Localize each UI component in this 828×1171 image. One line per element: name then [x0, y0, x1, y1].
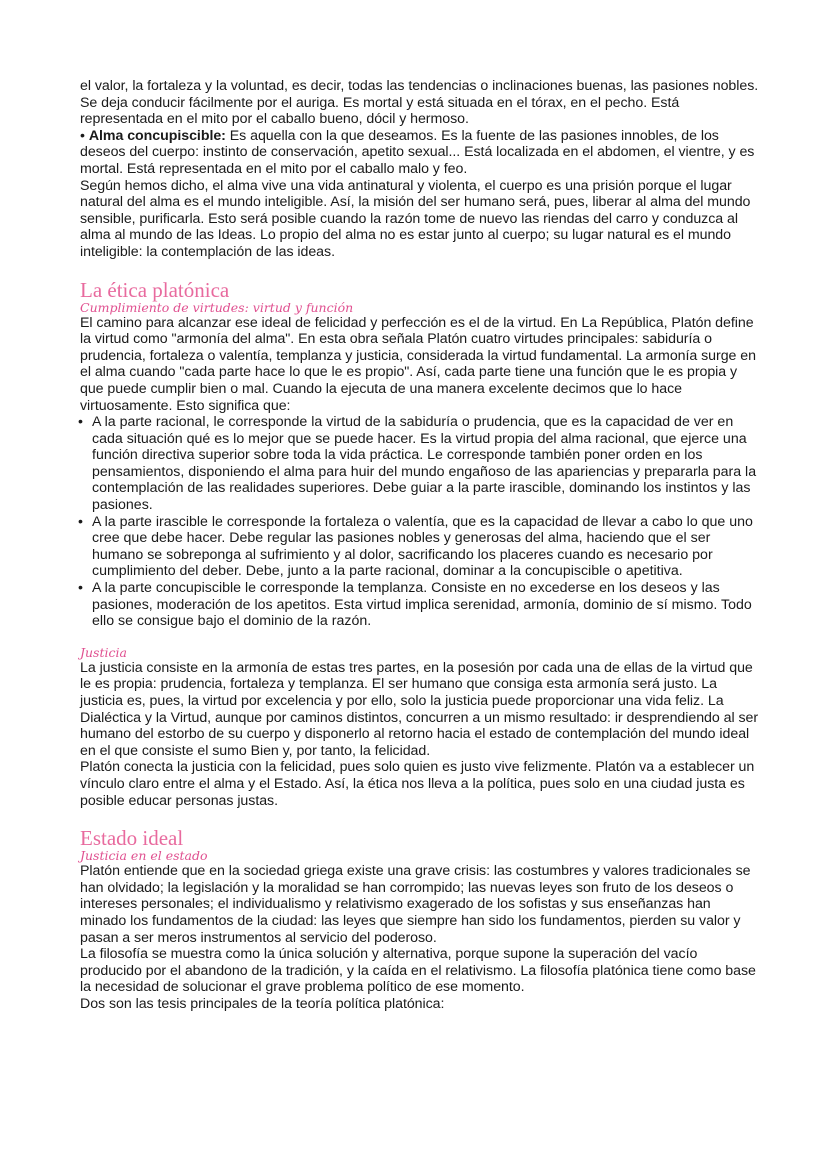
estado-paragraph-filosofia: La filosofía se muestra como la única solución y alternativa, porque supone la superación del vacío producido por el abandono de la tradición, y la caída en el relativismo. La filosofía platónica tiene como base la necesidad de solucionar el grave problema político de ese momento.: [80, 946, 756, 996]
justicia-paragraph-2: Platón conecta la justicia con la felicidad, pues solo quien es justo vive felizmente. Platón va a establecer un vínculo claro entre el alma y el Estado. Así, la ética nos lleva a la política, pues solo en una ciudad justa es posible educar personas justas.: [80, 759, 755, 809]
concupiscible-term: Alma concupiscible:: [88, 127, 226, 144]
intro-paragraph-irascible: el valor, la fortaleza y la voluntad, es decir, todas las tendencias o inclinaciones buenas, las pasiones nobles. Se deja conducir fácilmente por el auriga. Es mortal y está situada en el tórax, en el pecho. Está representada en el mito por el caballo bueno, dócil y hermoso.: [80, 78, 759, 128]
etica-paragraph: El camino para alcanzar ese ideal de felicidad y perfección es el de la virtud. En La República, Platón define la virtud como "armonía del alma". En esta obra señala Platón cuatro virtudes principales: sabiduría o prudencia, fortaleza o valentía, templanza y justicia, considerada la virtud fundamental. La armonía surge en el alma cuando "cada parte hace lo que le es propio". Así, cada parte tiene una función que le es propia y que puede cumplir bien o mal. Cuando la ejecuta de una manera excelente decimos que lo hace virtuosamente. Esto significa que:: [80, 314, 756, 414]
intro-paragraph-mision: Según hemos dicho, el alma vive una vida antinatural y violenta, el cuerpo es una prisión porque el lugar natural del alma es el mundo inteligible. Así, la misión del ser humano será, pues, liberar al alma del mundo sensible, purificarla. Esto será posible cuando la razón tome de nuevo las riendas del carro y conduzca al alma al mundo de las Ideas. Lo propio del alma no es estar junto al cuerpo; su lugar natural es el mundo inteligible: la contemplación de las ideas.: [80, 177, 751, 260]
subsection-title-virtudes: Cumplimiento de virtudes: virtud y función: [80, 299, 354, 315]
list-item: • A la parte irascible le corresponde la fortaleza o valentía, que es la capacidad de llevar a cabo lo que uno cree que debe hacer. Debe regular las pasiones nobles y generosas del alma, haciendo que el ser humano se sobreponga al sufrimiento y al dolor, sacrificando los placeres cuando es necesario por cumplimiento del deber. Debe, junto a la parte racional, dominar a la concupiscible o apetitiva.: [80, 514, 760, 580]
subsection-title-justicia-estado: Justicia en el estado: [80, 848, 208, 864]
justicia-paragraph: La justicia consiste en la armonía de estas tres partes, en la posesión por cada una de ellas de la virtud que le es propia: prudencia, fortaleza y templanza. El ser humano que consiga esta armonía será justo. La justicia es, pues, la virtud por excelencia y por ello, solo la justicia puede proporcionar una vida feliz. La Dialéctica y la Virtud, aunque por caminos distintos, concurren a un mismo resultado: ir desprendiendo al ser humano del estorbo de su cuerpo y disponerlo al retorno hacia el estado de contemplación del mundo ideal en el que consiste el sumo Bien y, por tanto, la felicidad.: [80, 659, 759, 759]
section-title-etica: La ética platónica: [80, 277, 230, 302]
page-content: [80, 78, 760, 1013]
list-item: • A la parte concupiscible le corresponde la templanza. Consiste en no excederse en los deseos y las pasiones, moderación de los apetitos. Esta virtud implica serenidad, armonía, dominio de sí mismo. Todo ello se consigue bajo el dominio de la razón.: [80, 580, 760, 630]
list-item: • A la parte racional, le corresponde la virtud de la sabiduría o prudencia, que es la capacidad de ver en cada situación qué es lo mejor que se puede hacer. Es la virtud propia del alma racional, que ejerce una función directiva superior sobre toda la vida práctica. Le corresponde también poner orden en los pensamientos, disponiendo el alma para huir del mundo engañoso de las apariencias y prepararla para la contemplación de las realidades superiores. Debe guiar a la parte irascible, dominando los instintos y las pasiones.: [80, 414, 760, 514]
section-title-estado: Estado ideal: [80, 826, 184, 851]
bullet-marker: •: [80, 127, 85, 144]
subsection-title-justicia: Justicia: [80, 644, 127, 660]
intro-paragraph-concupiscible: [80, 128, 760, 178]
estado-paragraph-crisis: Platón entiende que en la sociedad griega existe una grave crisis: las costumbres y valores tradicionales se han olvidado; la legislación y la moralidad se han corrompido; las nuevas leyes son fruto de los deseos o intereses personales; el individualismo y relativismo exagerado de los sofistas y sus enseñanzas han minado los fundamentos de la ciudad: las leyes que siempre han sido los fundamentos, pierden su valor y pasan a ser meros instrumentos al servicio del poderoso.: [80, 863, 751, 946]
estado-paragraph-tesis: Dos son las tesis principales de la teoría política platónica:: [80, 995, 445, 1012]
concupiscible-text: Es aquella con la que deseamos. Es la fuente de las pasiones innobles, de los deseos del cuerpo: instinto de conservación, apetito sexual... Está localizada en el abdomen, el vientre, y es mortal. Está representada en el mito por el caballo malo y feo.: [80, 127, 755, 177]
virtudes-list: [80, 414, 760, 630]
